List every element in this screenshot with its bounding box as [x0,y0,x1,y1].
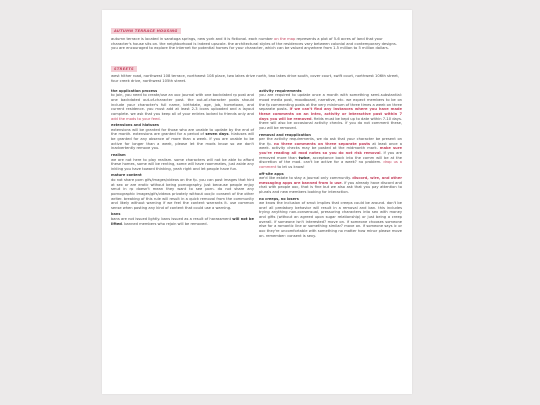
streets-text: west hither road, northwest 108 terrace, northwest 108 place, two lakes drive north, two lakes drive south, cover court, swift court, northwest 106th street, four creek drive, northwest 105th street. [111,74,399,84]
bans-heading: bans [111,212,121,217]
activity-heading: activity requirements [259,89,302,94]
housing-tag: AUTUMN TERRACE HOUSING [111,28,181,34]
extensions-heading: extensions and hiatuses [111,123,159,128]
content-heading: mature content [111,173,142,178]
activity-section [259,89,402,131]
rules-page [102,10,412,394]
content-text: do not share porn gifs/images/videos on the fp. you can post images that hint at sex or are erotic without being pornography. just because people enjoy smut in rp doesn't mean they want to see porn. do not share any pornographic images/gifs/videos privately without ooc/ic consent of the other writer. breaking of this rule will result in a quick removal from the community and likely without warning if we feel the content warrants it. use common sense when posting any kind of content that could use a warning. [111,177,254,210]
map-link[interactable]: on the map [274,36,296,41]
extensions-text: extensions will be granted for those who are unable to update by the end of the month. extensions are granted for a period of seven days. hiatuses will be granted for any absence of more than a week. if you are unable to be active for longer than a week, please let the mods know so we don't inadvertently remove you. [111,127,254,151]
removal-section [259,133,402,170]
application-text: to join, you need to create/use an ooc journal with one backdated rp post and one backdated out-of-character post. the out-of-character posts should include your character's full name, birthdate, age, job, hometown, and current residence. you must add at least 2-3 icons uploaded and a layout complete. we ask that you keep all of your entries locked to friends only and add the mods to your feed. [111,93,254,121]
application-section [111,89,254,121]
extensions-section [111,123,254,151]
removal-heading: removal and reapplication [259,132,311,137]
apps-text: we'd like estate to stay a journal only community. discord, wire, and other messaging apps are banned from ic use. if you already have discord and chat with people ooc, that is fine but we also ask that you pay attention to plurals and new members looking for interaction. [259,176,403,195]
add-mods-link[interactable]: add the mods to your feed [111,116,160,121]
bans-section [111,212,254,226]
creeps-heading: no creeps, no losers [259,196,299,201]
creeps-section [259,197,402,239]
rules-columns [111,89,402,240]
creeps-text: we know the inclusion of smut implies that creeps could be around. don't be one! all predatory behavior will result in a removal and ban. this includes trying anything non-consensual, pressuring characters into sex with money and gifts (without an agreed upon sugar relationship) or just being a creep overall. if someone isn't interested? move on. if someone chooses someone else for a romantic line or something similar? move on. if someone says ic or ooc they're uncomfortable with something no matter how minor please move on. remember: consent is sexy. [259,201,402,238]
realism-text: we are not here to play realism. some characters will not be able to afford these homes, some will be renting, some will have roommates, just aside any inkling you have toward thinking, yeah right and let people have fun. [111,157,254,171]
apps-section [259,172,402,195]
drop-comment-link[interactable]: drop us a comment [259,160,402,170]
housing-section [111,17,402,51]
removal-text: per the activity requirements, we do ask that your character be present on the fp. no three comments on three separate posts at least once a week. activity checks may be posted at the midmonth mark. make sure you're reading all mod notes so you do not risk removal. if you are removed more than twice, acceptance back into the comm will be at the discretion of the mod. can't be active for a week? no problem. drop us a comment to let us know! [259,137,403,170]
streets-tag: STREETS [111,66,137,72]
realism-section [111,153,254,171]
content-section [111,173,254,210]
application-heading: the application process [111,89,158,94]
rules-right-column [259,89,402,240]
rules-left-column [111,89,254,240]
bans-text: bans are not issued lightly. bans issued as a result of harassment will not be lifted. banned members who rejoin will be removed. [111,216,254,226]
apps-heading: off-site apps [259,171,284,176]
realism-heading: realism [111,153,126,158]
streets-section [111,55,402,84]
activity-text: you are required to update once a month with something semi-substantial: mood media post, moodboard, narrative, etc. we expect members to be on the fp commenting posts at the very minimum of three times a week on three separate posts. if we can't find any instances where you have made these comments on an intro, activity or interactive post within 7 days you will be removed. fields must be kept up to date within 7-10 days. there will also be occasional activity checks. if you do not comment these, you will be removed. [259,93,402,131]
housing-intro: autumn terrace is located in saratoga springs, new york and it is fictional. each number on the map represents a plot of 5-6 acres of land that your character's house sits on. the neighborhood is indeed upscale. the architectural styles of the residences vary between colonial and contemporary designs. you are encouraged to explore the internet for potential homes for your character, which can be valued anywhere from 1.5 million to 5 million dollars. [111,36,397,51]
